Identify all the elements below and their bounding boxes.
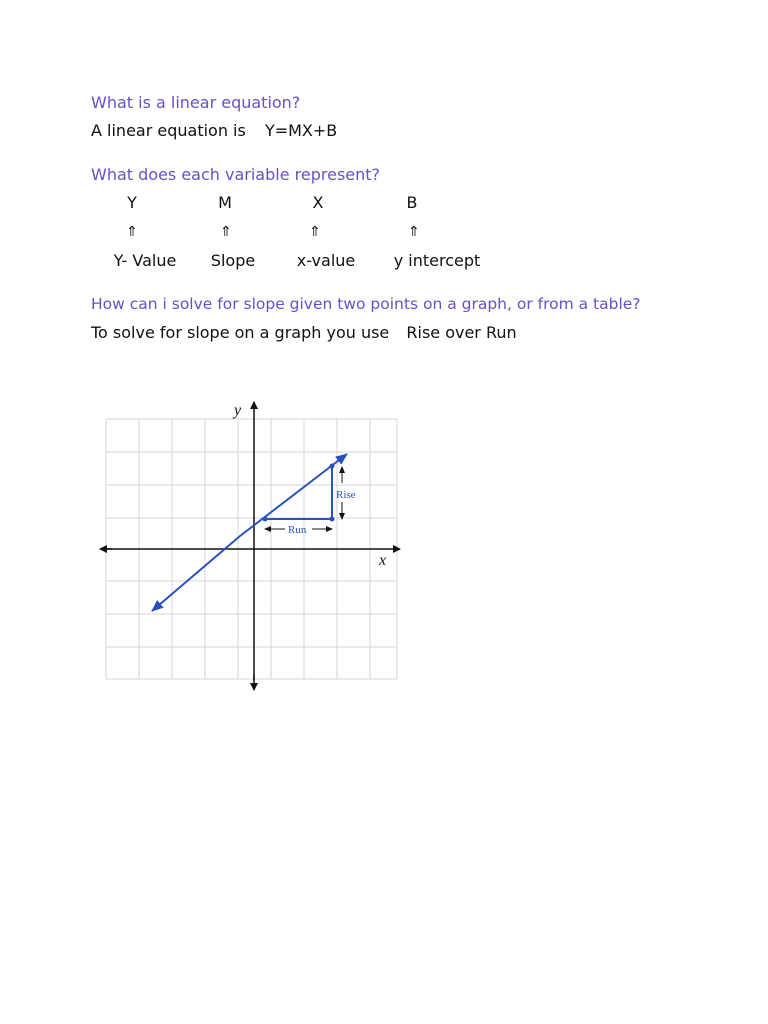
variable-meaning-m: Slope (210, 251, 256, 270)
x-axis-label: x (379, 552, 387, 569)
question-slope: How can i solve for slope given two points on a graph, or from a table? (91, 295, 641, 313)
rise-label: Rise (336, 489, 356, 501)
variable-symbol-m: M (218, 193, 232, 212)
point-start (263, 517, 268, 522)
up-arrow-icon: ⇑ (408, 224, 420, 240)
up-arrow-icon: ⇑ (220, 224, 232, 240)
variable-meaning-x: x-value (296, 251, 356, 270)
up-arrow-icon: ⇑ (126, 224, 138, 240)
equation-text: Y=MX+B (264, 121, 338, 140)
point-corner (330, 517, 335, 522)
run-label: Run (288, 524, 307, 536)
answer-method: Rise over Run (406, 323, 517, 342)
question-linear-equation: What is a linear equation? (91, 93, 301, 112)
y-axis-label: y (234, 402, 242, 419)
variable-symbol-x: X (312, 193, 324, 212)
variable-symbol-y: Y (127, 193, 137, 212)
point-end (330, 464, 335, 469)
linear-line (152, 536, 240, 611)
variable-meaning-y: Y- Value (113, 251, 177, 270)
variable-symbol-b: B (406, 193, 418, 212)
answer-prefix: To solve for slope on a graph you use (91, 323, 390, 342)
variable-meaning-b: y intercept (393, 251, 481, 270)
question-variables: What does each variable represent? (91, 165, 381, 184)
answer-prefix: A linear equation is (91, 121, 246, 140)
up-arrow-icon: ⇑ (309, 224, 321, 240)
